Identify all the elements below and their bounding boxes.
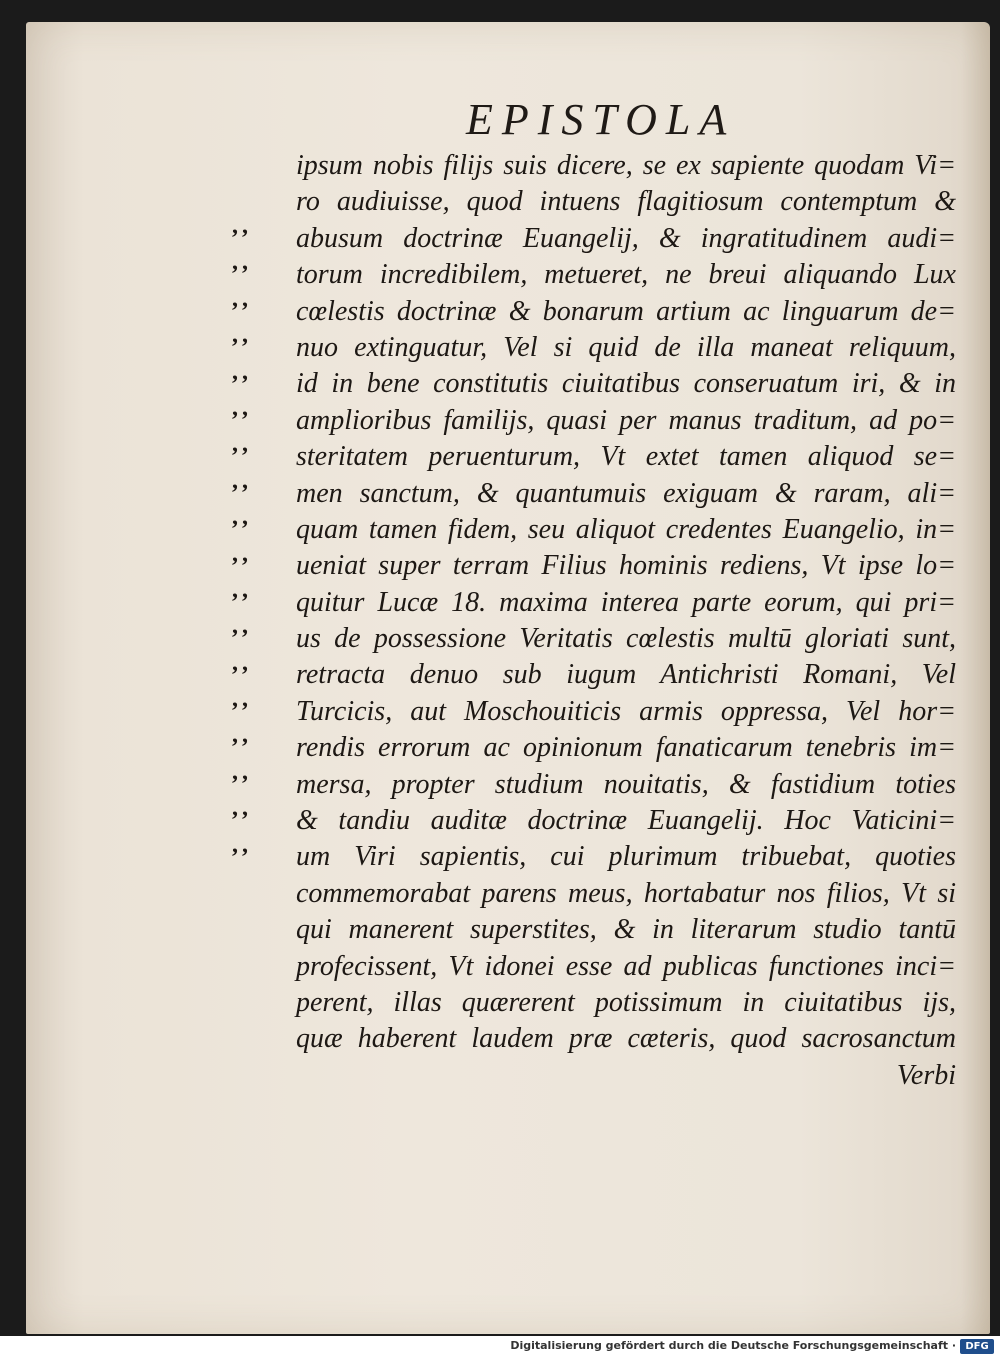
dfg-logo-icon: DFG — [960, 1339, 994, 1354]
text-line: perent, illas quærerent potissimum in ciuitatibus ijs, — [296, 986, 956, 1018]
text-line: torum incredibilem, metueret, ne breui aliquando Lux — [296, 259, 956, 291]
text-line: quæ haberent laudem præ cæteris, quod sacrosanctum — [296, 1023, 956, 1055]
margin-quote-mark: ,, — [232, 285, 252, 312]
margin-quote-mark: ,, — [232, 686, 252, 713]
text-line: commemorabat parens meus, hortabatur nos filios, Vt si — [296, 877, 956, 909]
text-line: retracta denuo sub iugum Antichristi Romani, Vel — [296, 659, 956, 691]
text-line: steritatem peruenturum, Vt extet tamen aliquod se= — [296, 441, 956, 473]
margin-quote-mark: ,, — [232, 358, 252, 385]
margin-quote-mark: ,, — [232, 613, 252, 640]
text-line: mersa, propter studium nouitatis, & fastidium toties — [296, 768, 956, 800]
running-head: EPISTOLA — [466, 95, 736, 144]
margin-quote-mark: ,, — [232, 213, 252, 239]
margin-quote-mark: ,, — [232, 322, 252, 349]
margin-quote-mark: ,, — [232, 649, 252, 676]
margin-quote-mark: ,, — [232, 394, 252, 421]
body-text — [296, 148, 956, 1094]
margin-quote-mark: ,, — [232, 758, 252, 785]
margin-quote-mark: ,, — [232, 467, 252, 494]
text-line: abusum doctrinæ Euangelij, & ingratitudinem audi= — [296, 222, 956, 254]
text-line: um Viri sapientis, cui plurimum tribuebat, quoties — [296, 841, 956, 873]
margin-quote-mark: ,, — [232, 722, 252, 749]
text-line: quitur Lucæ 18. maxima interea parte eorum, qui pri= — [296, 586, 956, 618]
margin-quote-mark: ,, — [232, 831, 252, 858]
text-line: Turcicis, aut Moschouiticis armis oppressa, Vel hor= — [296, 695, 956, 727]
text-line: nuo extinguatur, Vel si quid de illa maneat reliquum, — [296, 331, 956, 363]
margin-quote-mark: ,, — [232, 540, 252, 567]
margin-quote-marks — [232, 208, 276, 863]
margin-quote-mark: ,, — [232, 576, 252, 603]
text-line: id in bene constitutis ciuitatibus conseruatum iri, & in — [296, 368, 956, 400]
text-line: ipsum nobis filijs suis dicere, se ex sapiente quodam Vi= — [296, 150, 956, 181]
margin-quote-mark: ,, — [232, 504, 252, 531]
catchword: Verbi — [896, 1059, 956, 1091]
text-line: profecissent, Vt idonei esse ad publicas functiones inci= — [296, 950, 956, 982]
margin-quote-mark: ,, — [232, 249, 252, 276]
text-line: ueniat super terram Filius hominis rediens, Vt ipse lo= — [296, 550, 956, 582]
text-line: amplioribus familijs, quasi per manus traditum, ad po= — [296, 404, 956, 436]
margin-quote-mark: ,, — [232, 795, 252, 822]
margin-quote-mark: ,, — [232, 431, 252, 458]
text-line: & tandiu auditæ doctrinæ Euangelij. Hoc Vaticini= — [296, 805, 956, 837]
footer-bar — [0, 1336, 1000, 1358]
text-line: quam tamen fidem, seu aliquot credentes Euangelio, in= — [296, 513, 956, 545]
text-line: us de possessione Veritatis cœlestis multū gloriati sunt, — [296, 623, 956, 655]
book-page — [26, 22, 990, 1334]
text-line: ro audiuisse, quod intuens flagitiosum contemptum & — [296, 186, 956, 218]
text-line: men sanctum, & quantumuis exiguam & raram, ali= — [296, 477, 956, 509]
text-line: cœlestis doctrinæ & bonarum artium ac linguarum de= — [296, 295, 956, 327]
text-line: qui manerent superstites, & in literarum studio tantū — [296, 914, 956, 946]
funding-credit: Digitalisierung gefördert durch die Deutsche Forschungsgemeinschaft · — [510, 1339, 956, 1352]
text-line: rendis errorum ac opinionum fanaticarum tenebris im= — [296, 732, 956, 764]
